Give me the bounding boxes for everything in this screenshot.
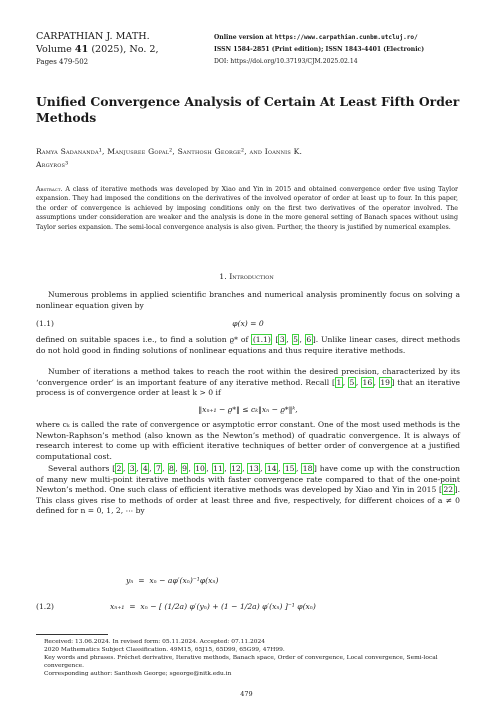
citation-link[interactable]: 18	[302, 464, 313, 473]
journal-name: CARPATHIAN J. MATH.	[36, 31, 150, 42]
paragraph-1: Numerous problems in applied scientific branches and numerical analysis prominently focus on solving a nonlinear equation given by	[36, 290, 460, 310]
citation-link[interactable]: 22	[443, 485, 454, 495]
received-dates: Received: 13.06.2024. In revised form: 05.11.2024. Accepted: 07.11.2024	[44, 639, 265, 645]
online-url-link[interactable]: https://www.carpathian.cunbm.utcluj.ro/	[274, 34, 418, 41]
citation-link[interactable]: 6	[306, 335, 312, 344]
citation-link[interactable]: 19	[380, 377, 390, 387]
citation-link[interactable]: 5	[349, 377, 355, 387]
doi-link[interactable]: DOI: https://doi.org/10.37193/CJM.2025.02.14	[214, 58, 358, 65]
paragraph-3: Number of iterations a method takes to reach the root within the desired precision, characterized by its ‘convergence order’ is an important feature of any iterative method. Recall [ 1 , 5 , 16 , 19 ] that an iterative process is of convergence order at least k > 0 if	[36, 367, 461, 398]
equation-number: (1.2)	[36, 602, 55, 611]
equation-body: yₙ = xₙ − aφ′(xₙ)⁻¹φ(xₙ)	[126, 576, 219, 585]
equation-body: ‖xₙ₊₁ − ϱ*‖ ≤ cₖ‖xₙ − ϱ*‖ᵏ,	[198, 405, 298, 414]
citation-link[interactable]: 5	[293, 335, 298, 344]
abstract-text: A class of iterative methods was developed by Xiao and Yin in 2015 and obtained convergence order five using Taylor expansion. They had imposed the conditions on the derivatives of the involved operator of order at least up to four. In this paper, the order of convergence is achieved by imposing conditions only on the first two derivatives of the operator involved. The assumptions under consideration are weaker and the analysis is done in the more general setting of Banach spaces without using Taylor series expansion. The semi-local convergence analysis is also given. Further, the theory is justified by numerical examples.	[36, 186, 458, 231]
paragraph-2: defined on suitable spaces i.e., to find a solution ϱ* of (1.1) [ 3 , 5 , 6 ]. Unlike linear cases, direct methods do not hold good in finding solutions of nonlinear equations and thus require iterative methods.	[36, 335, 461, 355]
citation-link[interactable]: 3	[279, 335, 285, 344]
paragraph-5: Several authors [ 2 , 3 , 4 , 7 , 8 , 9 , 10 , 11 , 12 , 13 , 14 , 15 , 18 ] have come up with the construction of many new multi-point iterative methods with faster convergence rate compared to that of the one-point Newton’s method. One such class of efficient iterative methods was developed by Xiao and Yin in 2015 [ 22 ]. This class gives rise to methods of order at least three and five, respectively, for different choices of a ≠ 0 defined for n = 0, 1, 2, ⋯ by	[36, 464, 461, 516]
citation-link[interactable]: 4	[142, 464, 148, 473]
footnotes	[44, 638, 460, 678]
issn: ISSN 1584-2851 (Print edition); ISSN 1843-4401 (Electronic)	[214, 46, 425, 53]
publication-info	[214, 32, 424, 68]
paper-title: Unified Convergence Analysis of Certain At Least Fifth Order Methods	[36, 94, 460, 125]
abstract	[36, 185, 458, 232]
citation-link[interactable]: 14	[266, 464, 277, 473]
equation-body: φ(x) = 0	[232, 319, 264, 328]
citation-link[interactable]: 3	[129, 464, 135, 473]
journal-header	[36, 30, 159, 69]
equation-body: xₙ₊₁ = xₙ − [ (1/2a) φ′(yₙ) + (1 − 1/2a) φ′(xₙ) ]⁻¹ φ(xₙ)	[110, 602, 316, 611]
keywords: Key words and phrases. Fréchet derivative, Iterative methods, Banach space, Order of convergence, Local convergence, Semi-local convergence.	[44, 655, 438, 669]
page-number: 479	[240, 690, 253, 698]
citation-link[interactable]: 7	[155, 464, 161, 473]
citation-link[interactable]: 16	[362, 377, 373, 387]
paragraph-4: where cₖ is called the rate of convergence or asymptotic error constant. One of the most used methods is the Newton-Raphson’s method (also known as the Newton’s method) of quadratic convergence. It is always of research interest to come up with efficient iterative techniques of better order of convergence at a justified computational cost.	[36, 420, 460, 461]
msc-classification: 2020 Mathematics Subject Classification. 49M15, 65J15, 65D99, 65G99, 47H99.	[44, 647, 285, 653]
citation-link[interactable]: 13	[248, 464, 259, 473]
section-heading: 1. Introduction	[219, 272, 274, 281]
citation-link[interactable]: 10	[195, 464, 205, 473]
author-list: Ramya Sadananda¹, Manjusree Gopal², Santhosh George², and Ioannis K. Argyros³	[36, 147, 303, 169]
equation-ref-link[interactable]: (1.1)	[252, 335, 271, 344]
citation-link[interactable]: 12	[231, 464, 241, 473]
page-range: Pages 479-502	[36, 58, 89, 66]
citation-link[interactable]: 2	[116, 464, 122, 473]
citation-link[interactable]: 15	[284, 464, 295, 473]
corresponding-author: Corresponding author: Santhosh George; sgeorge@nitk.edu.in	[44, 671, 232, 677]
citation-link[interactable]: 9	[182, 464, 187, 473]
footnote-divider	[36, 634, 108, 635]
citation-link[interactable]: 1	[336, 377, 342, 387]
abstract-label: Abstract.	[36, 186, 63, 193]
citation-link[interactable]: 11	[213, 464, 223, 473]
citation-link[interactable]: 8	[169, 464, 174, 473]
volume-info: Volume 41 (2025), No. 2,	[36, 44, 159, 55]
online-version: Online version at https://www.carpathian.cunbm.utcluj.ro/	[214, 34, 418, 41]
equation-number: (1.1)	[36, 319, 55, 328]
